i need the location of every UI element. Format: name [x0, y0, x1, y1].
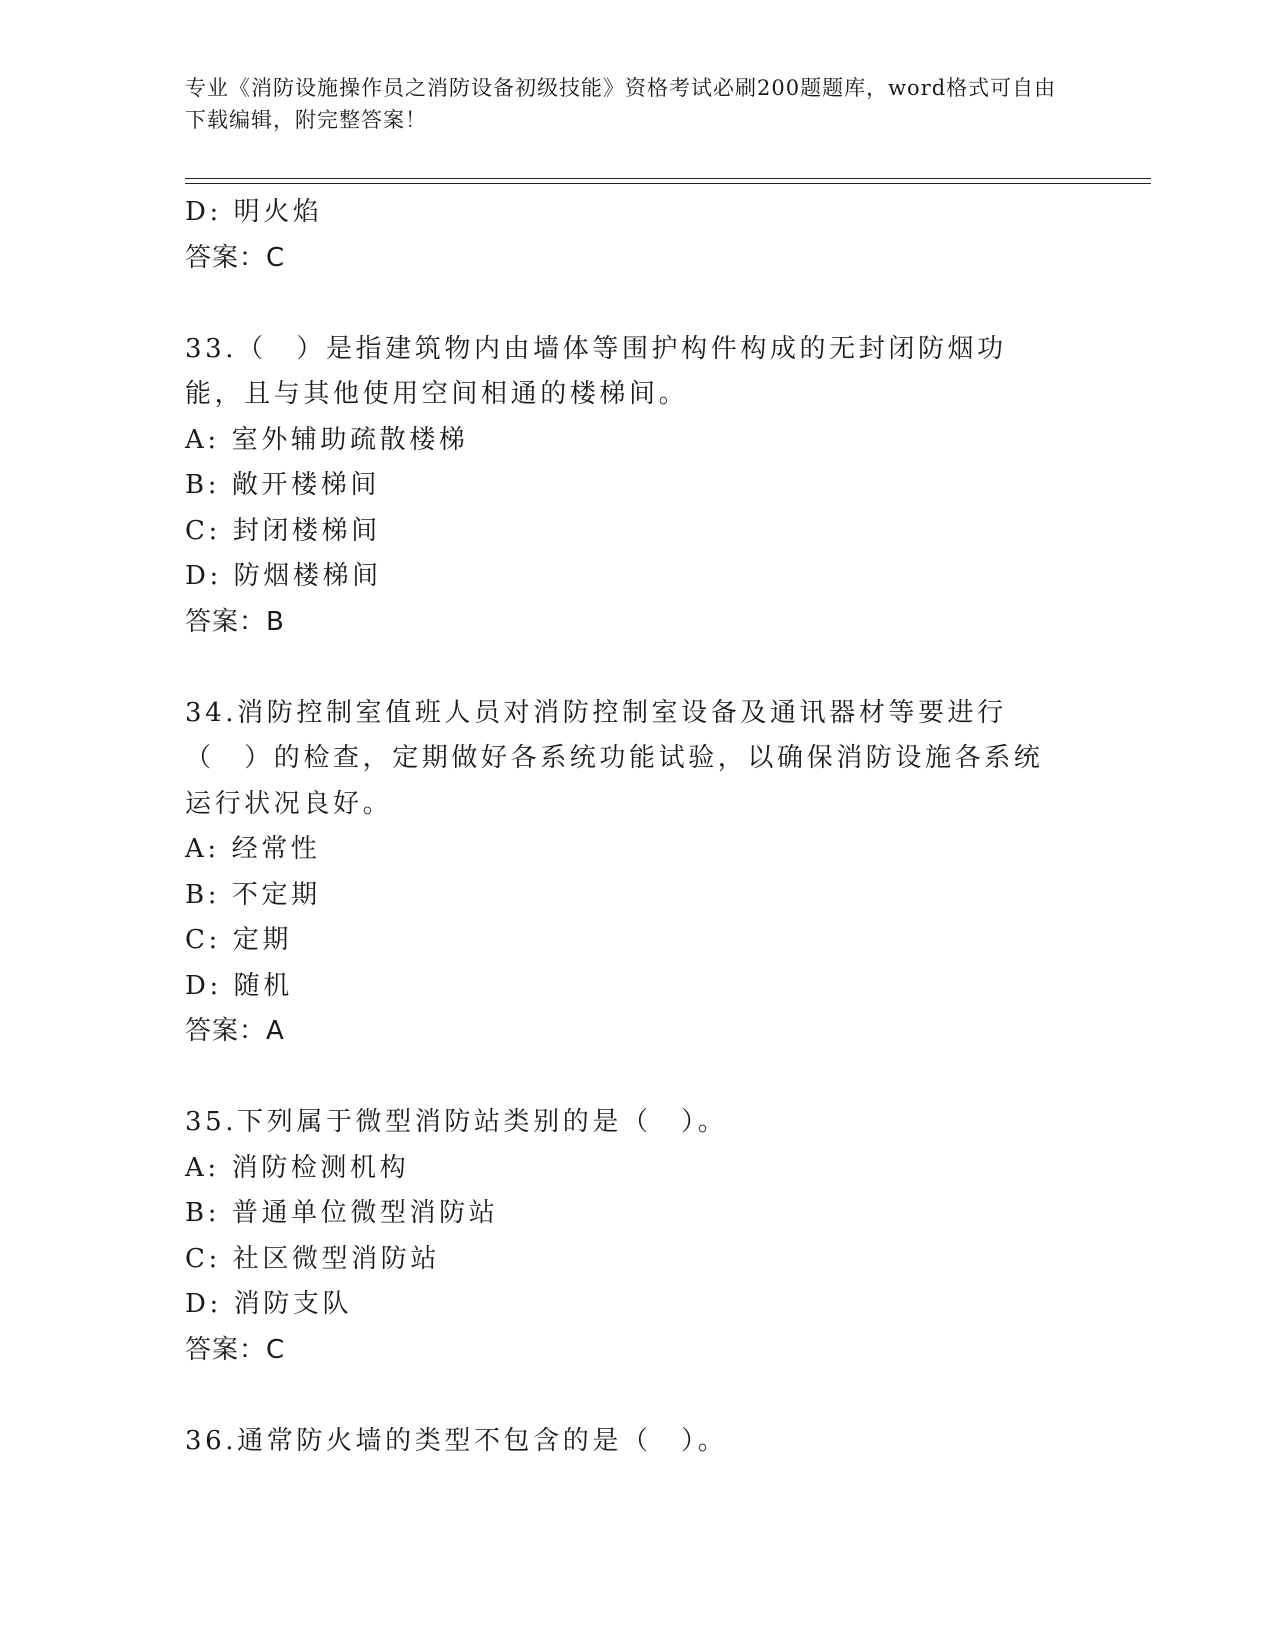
- option-a: A: 经常性: [185, 834, 321, 864]
- header-rule-top: [185, 178, 1151, 179]
- page-header: 专业《消防设施操作员之消防设备初级技能》资格考试必刷200题题库，word格式可自由下载编辑，附完整答案！: [185, 76, 1057, 132]
- option-c: C: 封闭楼梯间: [185, 515, 381, 546]
- spacer: [185, 281, 1085, 327]
- option-a: A: 室外辅助疏散楼梯: [185, 424, 469, 455]
- question-36: [185, 1419, 1085, 1465]
- spacer: [185, 1055, 1085, 1101]
- question-stem: 36.通常防火墙的类型不包含的是（ ）。: [185, 1425, 728, 1456]
- option-c: C: 社区微型消防站: [185, 1243, 440, 1274]
- option-b: B: 不定期: [185, 879, 321, 910]
- question-stem: 35.下列属于微型消防站类别的是（ ）。: [185, 1107, 728, 1137]
- option-b: B: 敞开楼梯间: [185, 470, 380, 500]
- question-35: [185, 1100, 1085, 1373]
- option-b: B: 普通单位微型消防站: [185, 1198, 499, 1228]
- spacer: [185, 1373, 1085, 1419]
- option-d: D: 消防支队: [185, 1289, 353, 1319]
- question-answer: 答案：A: [185, 1016, 285, 1046]
- spacer: [185, 645, 1085, 691]
- option-d: D: 随机: [185, 970, 293, 1001]
- question-stem: 34.消防控制室值班人员对消防控制室设备及通讯器材等要进行（ ）的检查，定期做好各系统功能试验，以确保消防设施各系统运行状况良好。: [185, 697, 1044, 819]
- option-c: C: 定期: [185, 925, 292, 955]
- question-answer: 答案：C: [185, 1334, 286, 1365]
- question-33: [185, 327, 1085, 646]
- question-stem: 33.（ ）是指建筑物内由墙体等围护构件构成的无封闭防烟功能，且与其他使用空间相通的楼梯间。: [185, 333, 1007, 409]
- header-rule-bottom: [185, 183, 1151, 184]
- question-answer: 答案：B: [185, 606, 285, 637]
- question-34: [185, 691, 1085, 1055]
- option-d: D: 防烟楼梯间: [185, 561, 382, 591]
- option-a: A: 消防检测机构: [185, 1152, 410, 1183]
- prev-question-answer: 答案：C: [185, 242, 286, 273]
- question-content: [185, 190, 1085, 1464]
- prev-question-option-d: D: 明火焰: [185, 197, 323, 227]
